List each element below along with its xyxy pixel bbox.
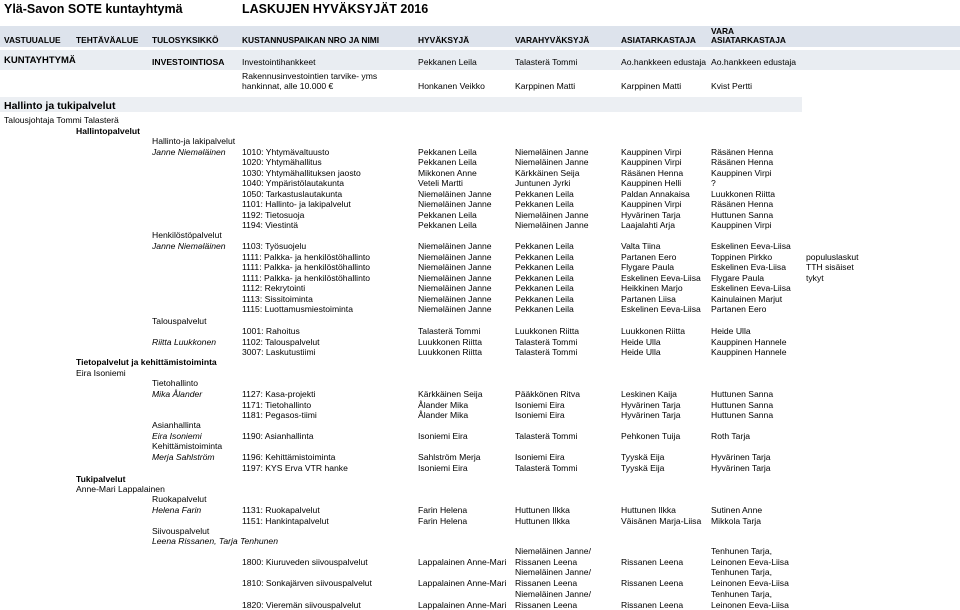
cell-vara-asiatarkastaja: Eskelinen Eeva-Liisa <box>711 241 791 251</box>
cell-vara-asiatarkastaja: ? <box>711 178 716 188</box>
cell-hyvaksyja: Isoniemi Eira <box>418 463 468 473</box>
cell-vara-asiatarkastaja: Hyvärinen Tarja <box>711 463 771 473</box>
cell-varahyvaksyja: Talasterä Tommi <box>515 337 578 347</box>
cell-vara-asiatarkastaja: Eskelinen Eeva-Liisa <box>711 283 791 293</box>
org-label: Riitta Luukkonen <box>152 337 217 347</box>
cell-kp: 1102: Talouspalvelut <box>242 337 320 347</box>
cell-varahyvaksyja: Rissanen Leena <box>515 557 578 567</box>
cell-kp: 1151: Hankintapalvelut <box>242 516 329 526</box>
document-title: LASKUJEN HYVÄKSYJÄT 2016 <box>242 2 429 16</box>
org-label: Kehittämistoiminta <box>152 441 223 451</box>
cell-kp: 1111: Palkka- ja henkilöstöhallinto <box>242 273 371 283</box>
cell-kp: 1800: Kiuruveden siivouspalvelut <box>242 557 368 567</box>
cell-kp: 1101: Hallinto- ja lakipalvelut <box>242 199 351 209</box>
cell-hyvaksyja: Nieməläinen Janne <box>418 294 492 304</box>
cell-varahyvaksyja: Nieməläinen Janne <box>515 220 589 230</box>
org-label: Siivouspalvelut <box>152 526 210 536</box>
cell-hyvaksyja: Lappalainen Anne-Mari <box>418 600 507 610</box>
cell-vara-asiatarkastaja: Eskelinen Eva-Liisa <box>711 262 786 272</box>
cell-hyvaksyja: Mikkonen Anne <box>418 168 477 178</box>
org-label: Hallintopalvelut <box>76 126 140 136</box>
org-label: Mika Ålander <box>152 389 203 399</box>
cell-vara-asiatarkastaja: Flygare Paula <box>711 273 765 283</box>
investointiosa-label: INVESTOINTIOSA <box>152 57 225 67</box>
org-label: Talouspalvelut <box>152 316 207 326</box>
cell-varahyvaksyja: Pekkanen Leila <box>515 199 574 209</box>
cell-asiatarkastaja: Rissanen Leena <box>621 557 684 567</box>
org-label: Helena Farin <box>152 505 202 515</box>
cell-kp: 1171: Tietohallinto <box>242 400 312 410</box>
cell-varahyvaksyja: Talasterä Tommi <box>515 431 578 441</box>
header-vara-asiatarkastaja: ASIATARKASTAJA <box>711 35 786 45</box>
cell-asiatarkastaja: Heide Ulla <box>621 337 661 347</box>
cell-kp: 1197: KYS Erva VTR hanke <box>242 463 348 473</box>
cell-asiatarkastaja: Eskelinen Eeva-Liisa <box>621 273 701 283</box>
kuntayhtyma-label: KUNTAYHTYMÄ <box>4 55 76 66</box>
cell-varahyvaksyja: Kärkkäinen Seija <box>515 168 580 178</box>
cell-vara-asiatarkastaja: Leinonen Eeva-Liisa <box>711 600 789 610</box>
cell-asiatarkastaja: Kauppinen Virpi <box>621 199 682 209</box>
cell-asiatarkastaja: Laajalahti Arja <box>621 220 675 230</box>
cell-kp: 1030: Yhtymähallituksen jaosto <box>242 168 361 178</box>
cell-hyvaksyja: Kärkkäinen Seija <box>418 389 483 399</box>
cell-asiatarkastaja: Eskelinen Eeva-Liisa <box>621 304 701 314</box>
cell-hyvaksyja: Pekkanen Leila <box>418 210 477 220</box>
cell-hyvaksyja: Honkanen Veikko <box>418 81 485 91</box>
org-label: Ruokapalvelut <box>152 494 207 504</box>
cell-vara-asiatarkastaja: Partanen Eero <box>711 304 767 314</box>
cell-asiatarkastaja: Ao.hankkeen edustaja <box>621 57 707 67</box>
cell-varahyvaksyja: Pekkanen Leila <box>515 262 574 272</box>
cell-vara-asiatarkastaja: Kvist Pertti <box>711 81 753 91</box>
cell-asiatarkastaja: Pehkonen Tuija <box>621 431 681 441</box>
cell-varahyvaksyja: Karppinen Matti <box>515 81 576 91</box>
cell-asiatarkastaja: Partanen Liisa <box>621 294 676 304</box>
header-tulosyksikko: TULOSYKSIKKÖ <box>152 35 219 45</box>
org-label: Henkilöstöpalvelut <box>152 230 222 240</box>
cell-varahyvaksyja: Rissanen Leena <box>515 600 578 610</box>
cell-asiatarkastaja: Tyyskä Eija <box>621 452 665 462</box>
org-label: Talousjohtaja Tommi Talasterä <box>4 115 119 125</box>
cell-varahyvaksyja: Luukkonen Riitta <box>515 326 580 336</box>
cell-hyvaksyja: Sahlström Merja <box>418 452 481 462</box>
cell-kp: hankinnat, alle 10.000 € <box>242 81 334 91</box>
cell-vara-asiatarkastaja: Sutinen Anne <box>711 505 763 515</box>
cell-vara-asiatarkastaja: Huttunen Sanna <box>711 400 774 410</box>
cell-kp: 1050: Tarkastuslautakunta <box>242 189 343 199</box>
cell-hyvaksyja: Pekkanen Leila <box>418 220 477 230</box>
header-asiatarkastaja: ASIATARKASTAJA <box>621 35 696 45</box>
org-label: Janne Nieməläinen <box>152 147 226 157</box>
cell-kp: Rakennusinvestointien tarvike- yms <box>242 71 378 81</box>
header-vastuualue: VASTUUALUE <box>4 35 61 45</box>
cell-varahyvaksyja: Nieməläinen Janne/ <box>515 567 591 577</box>
cell-kp: 1010: Yhtymävaltuusto <box>242 147 330 157</box>
cell-vara-asiatarkastaja: Kainulainen Marjut <box>711 294 783 304</box>
cell-kp: 1190: Asianhallinta <box>242 431 314 441</box>
cell-vara-asiatarkastaja: Räsänen Henna <box>711 157 774 167</box>
cell-vara-asiatarkastaja: Toppinen Pirkko <box>711 252 773 262</box>
cell-hyvaksyja: Nieməläinen Janne <box>418 252 492 262</box>
cell-asiatarkastaja: Valta Tiina <box>621 241 661 251</box>
cell-hyvaksyja: Luukkonen Riitta <box>418 347 483 357</box>
cell-varahyvaksyja: Nieməläinen Janne <box>515 157 589 167</box>
cell-hyvaksyja: Lappalainen Anne-Mari <box>418 557 507 567</box>
cell-varahyvaksyja: Nieməläinen Janne/ <box>515 589 591 599</box>
section-title: Hallinto ja tukipalvelut <box>4 100 116 112</box>
cell-hyvaksyja: Nieməläinen Janne <box>418 241 492 251</box>
org-label: Tietopalvelut ja kehittämistoiminta <box>76 357 217 367</box>
cell-varahyvaksyja: Pekkanen Leila <box>515 273 574 283</box>
cell-varahyvaksyja: Pekkanen Leila <box>515 304 574 314</box>
cell-varahyvaksyja: Pekkanen Leila <box>515 241 574 251</box>
cell-kp: 3007: Laskutustiimi <box>242 347 316 357</box>
cell-kp: 1112: Rekrytointi <box>242 283 306 293</box>
cell-hyvaksyja: Nieməläinen Janne <box>418 283 492 293</box>
cell-varahyvaksyja: Pekkanen Leila <box>515 283 574 293</box>
cell-vara-asiatarkastaja: Leinonen Eeva-Liisa <box>711 557 789 567</box>
cell-asiatarkastaja: Kauppinen Virpi <box>621 157 682 167</box>
cell-kp: 1194: Viestintä <box>242 220 299 230</box>
organization-title: Ylä-Savon SOTE kuntayhtymä <box>4 2 183 16</box>
cell-note: populuslaskut <box>806 252 859 262</box>
cell-asiatarkastaja: Heide Ulla <box>621 347 661 357</box>
cell-varahyvaksyja: Pekkanen Leila <box>515 252 574 262</box>
cell-kp: Investointihankkeet <box>242 57 316 67</box>
column-header-band <box>0 26 960 47</box>
kuntayhtyma-band <box>0 50 960 70</box>
cell-kp: 1111: Palkka- ja henkilöstöhallinto <box>242 252 371 262</box>
cell-vara-asiatarkastaja: Kauppinen Virpi <box>711 220 772 230</box>
cell-asiatarkastaja: Rissanen Leena <box>621 600 684 610</box>
cell-asiatarkastaja: Räsänen Henna <box>621 168 684 178</box>
cell-kp: 1103: Työsuojelu <box>242 241 307 251</box>
cell-hyvaksyja: Pekkanen Leila <box>418 147 477 157</box>
cell-hyvaksyja: Pekkanen Leila <box>418 57 477 67</box>
cell-asiatarkastaja: Tyyskä Eija <box>621 463 665 473</box>
cell-hyvaksyja: Lappalainen Anne-Mari <box>418 578 507 588</box>
cell-note: TTH sisäiset <box>806 262 854 272</box>
cell-asiatarkastaja: Luukkonen Riitta <box>621 326 686 336</box>
cell-vara-asiatarkastaja: Kauppinen Virpi <box>711 168 772 178</box>
cell-vara-asiatarkastaja: Huttunen Sanna <box>711 410 774 420</box>
cell-asiatarkastaja: Partanen Eero <box>621 252 677 262</box>
cell-kp: 1111: Palkka- ja henkilöstöhallinto <box>242 262 371 272</box>
cell-hyvaksyja: Isoniemi Eira <box>418 431 468 441</box>
cell-varahyvaksyja: Talasterä Tommi <box>515 463 578 473</box>
cell-varahyvaksyja: Pääkkönen Ritva <box>515 389 580 399</box>
cell-vara-asiatarkastaja: Leinonen Eeva-Liisa <box>711 578 789 588</box>
cell-hyvaksyja: Farin Helena <box>418 516 468 526</box>
cell-asiatarkastaja: Hyvärinen Tarja <box>621 410 681 420</box>
cell-asiatarkastaja: Flygare Paula <box>621 262 675 272</box>
cell-asiatarkastaja: Huttunen Ilkka <box>621 505 676 515</box>
cell-vara-asiatarkastaja: Mikkola Tarja <box>711 516 761 526</box>
cell-hyvaksyja: Nieməläinen Janne <box>418 262 492 272</box>
cell-kp: 1820: Vieremän siivouspalvelut <box>242 600 361 610</box>
cell-asiatarkastaja: Rissanen Leena <box>621 578 684 588</box>
org-label: Tukipalvelut <box>76 474 126 484</box>
cell-kp: 1001: Rahoitus <box>242 326 300 336</box>
cell-kp: 1196: Kehittämistoiminta <box>242 452 336 462</box>
cell-varahyvaksyja: Talasterä Tommi <box>515 57 578 67</box>
cell-vara-asiatarkastaja: Huttunen Sanna <box>711 210 774 220</box>
cell-vara-asiatarkastaja: Ao.hankkeen edustaja <box>711 57 797 67</box>
cell-asiatarkastaja: Väisänen Marja-Liisa <box>621 516 702 526</box>
cell-hyvaksyja: Nieməläinen Janne <box>418 189 492 199</box>
cell-varahyvaksyja: Pekkanen Leila <box>515 294 574 304</box>
cell-varahyvaksyja: Juntunen Jyrki <box>515 178 571 188</box>
cell-hyvaksyja: Ålander Mika <box>418 400 469 410</box>
header-hyvaksyja: HYVÄKSYJÄ <box>418 35 470 45</box>
cell-asiatarkastaja: Kauppinen Virpi <box>621 147 682 157</box>
cell-vara-asiatarkastaja: Tenhunen Tarja, <box>711 567 772 577</box>
cell-vara-asiatarkastaja: Huttunen Sanna <box>711 389 774 399</box>
cell-vara-asiatarkastaja: Tenhunen Tarja, <box>711 589 772 599</box>
cell-varahyvaksyja: Isoniemi Eira <box>515 400 565 410</box>
org-label: Anne-Mari Lappalainen <box>76 484 165 494</box>
cell-asiatarkastaja: Karppinen Matti <box>621 81 682 91</box>
org-label: Asianhallinta <box>152 420 201 430</box>
org-label: Janne Nieməläinen <box>152 241 226 251</box>
org-label: Eira Isoniemi <box>152 431 202 441</box>
header-vara: VARA <box>711 26 735 36</box>
cell-vara-asiatarkastaja: Tenhunen Tarja, <box>711 546 772 556</box>
cell-vara-asiatarkastaja: Luukkonen Riitta <box>711 189 776 199</box>
cell-kp: 1181: Pegasos-tiimi <box>242 410 317 420</box>
cell-hyvaksyja: Nieməläinen Janne <box>418 273 492 283</box>
header-varahyvaksyja: VARAHYVÄKSYJÄ <box>515 35 590 45</box>
cell-kp: 1192: Tietosuoja <box>242 210 305 220</box>
org-label: Eira Isoniemi <box>76 368 126 378</box>
cell-varahyvaksyja: Isoniemi Eira <box>515 452 565 462</box>
cell-vara-asiatarkastaja: Kauppinen Hannele <box>711 337 787 347</box>
org-label: Merja Sahlström <box>152 452 215 462</box>
cell-kp: 1115: Luottamusmiestoiminta <box>242 304 353 314</box>
org-label: Tietohallinto <box>152 378 199 388</box>
cell-vara-asiatarkastaja: Roth Tarja <box>711 431 751 441</box>
cell-hyvaksyja: Luukkonen Riitta <box>418 337 483 347</box>
cell-hyvaksyja: Ålander Mika <box>418 410 469 420</box>
cell-kp: 1131: Ruokapalvelut <box>242 505 320 515</box>
cell-vara-asiatarkastaja: Kauppinen Hannele <box>711 347 787 357</box>
cell-hyvaksyja: Talasterä Tommi <box>418 326 481 336</box>
cell-asiatarkastaja: Hyvärinen Tarja <box>621 210 681 220</box>
cell-asiatarkastaja: Heikkinen Marjo <box>621 283 683 293</box>
cell-varahyvaksyja: Nieməläinen Janne/ <box>515 546 591 556</box>
cell-kp: 1020: Yhtymähallitus <box>242 157 322 167</box>
cell-asiatarkastaja: Hyvärinen Tarja <box>621 400 681 410</box>
cell-hyvaksyja: Farin Helena <box>418 505 468 515</box>
cell-varahyvaksyja: Nieməläinen Janne <box>515 147 589 157</box>
cell-varahyvaksyja: Isoniemi Eira <box>515 410 565 420</box>
cell-asiatarkastaja: Paldan Annakaisa <box>621 189 690 199</box>
header-kustannuspaikka: KUSTANNUSPAIKAN NRO JA NIMI <box>242 35 380 45</box>
cell-note: tykyt <box>806 273 824 283</box>
cell-asiatarkastaja: Kauppinen Helli <box>621 178 682 188</box>
cell-varahyvaksyja: Huttunen Ilkka <box>515 505 570 515</box>
cell-kp: 1127: Kasa-projekti <box>242 389 316 399</box>
cell-varahyvaksyja: Huttunen Ilkka <box>515 516 570 526</box>
cell-varahyvaksyja: Nieməläinen Janne <box>515 210 589 220</box>
org-label: Leena Rissanen, Tarja Tenhunen <box>152 536 278 546</box>
cell-varahyvaksyja: Rissanen Leena <box>515 578 578 588</box>
cell-hyvaksyja: Pekkanen Leila <box>418 157 477 167</box>
cell-kp: 1040: Ympäristölautakunta <box>242 178 345 188</box>
header-tehtavaalue: TEHTÄVÄALUE <box>76 35 139 45</box>
cell-hyvaksyja: Veteli Martti <box>418 178 463 188</box>
cell-kp: 1810: Sonkajärven siivouspalvelut <box>242 578 372 588</box>
cell-kp: 1113: Sissitoiminta <box>242 294 313 304</box>
cell-vara-asiatarkastaja: Räsänen Henna <box>711 147 774 157</box>
cell-hyvaksyja: Nieməläinen Janne <box>418 199 492 209</box>
cell-asiatarkastaja: Leskinen Kaija <box>621 389 677 399</box>
cell-vara-asiatarkastaja: Heide Ulla <box>711 326 751 336</box>
cell-vara-asiatarkastaja: Hyvärinen Tarja <box>711 452 771 462</box>
org-label: Hallinto-ja lakipalvelut <box>152 136 236 146</box>
cell-hyvaksyja: Nieməläinen Janne <box>418 304 492 314</box>
cell-varahyvaksyja: Pekkanen Leila <box>515 189 574 199</box>
cell-vara-asiatarkastaja: Räsänen Henna <box>711 199 774 209</box>
section-band <box>0 97 802 112</box>
cell-varahyvaksyja: Talasterä Tommi <box>515 347 578 357</box>
